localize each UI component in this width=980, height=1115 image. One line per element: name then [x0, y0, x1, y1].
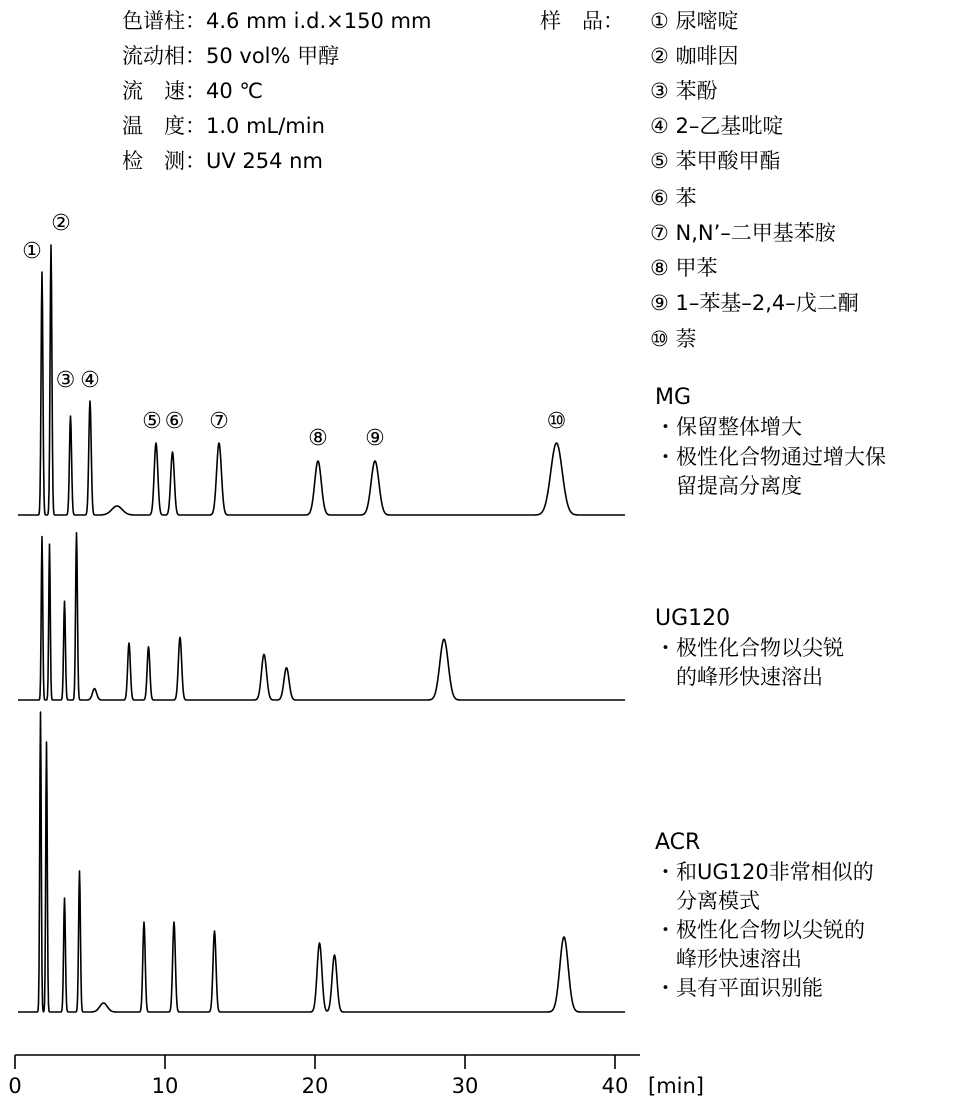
x-tick-label: 40: [601, 1074, 629, 1098]
panel-note: 峰形快速溶出: [655, 947, 802, 971]
sample-item: ⑦ N,N’–二甲基苯胺: [650, 221, 836, 245]
x-tick-label: 30: [451, 1074, 479, 1098]
panel-note: ・和UG120非常相似的: [655, 860, 874, 884]
sample-item: ③ 苯酚: [650, 79, 718, 103]
x-tick-label: 0: [8, 1074, 22, 1098]
panel-title-ug120: UG120: [655, 606, 731, 631]
samples-label: 样 品：: [540, 9, 624, 33]
peak-label: ②: [51, 211, 71, 236]
peak-label: ⑥: [164, 409, 185, 434]
panel-note: ・极性化合物以尖锐的: [655, 918, 865, 942]
sample-item: ⑧ 甲苯: [650, 256, 718, 280]
panel-title-acr: ACR: [655, 830, 701, 855]
peak-labels: [22, 211, 566, 451]
panel-title-mg: MG: [655, 385, 692, 410]
sample-item: ⑨ 1–苯基–2,4–戊二酮: [650, 291, 859, 315]
panel-note: ・保留整体增大: [655, 415, 802, 439]
panel-note: ・极性化合物以尖锐: [655, 636, 844, 660]
condition-flow-rate: 流 速：40 ℃: [122, 79, 263, 103]
sample-item: ① 尿嘧啶: [650, 9, 739, 33]
panel-note: 的峰形快速溶出: [655, 665, 823, 689]
sample-item: ⑥ 苯: [650, 186, 697, 210]
peak-label: ⑦: [209, 409, 229, 434]
condition-temperature: 温 度：1.0 mL/min: [122, 114, 325, 138]
x-tick-label: 20: [301, 1074, 329, 1098]
peak-label: ⑨: [365, 426, 385, 451]
condition-mobile-phase: 流动相：50 vol% 甲醇: [122, 44, 340, 68]
sample-item: ④ 2–乙基吡啶: [650, 114, 784, 138]
trace-mg: [18, 245, 625, 515]
panel-note: ・具有平面识别能: [655, 976, 823, 1000]
trace-acr: [18, 712, 625, 1012]
peak-label: ⑤: [142, 409, 162, 434]
sample-item: ② 咖啡因: [650, 44, 739, 68]
panel-note: ・极性化合物通过增大保: [655, 445, 886, 469]
condition-detection: 检 测：UV 254 nm: [122, 149, 323, 173]
trace-ug120: [18, 533, 625, 700]
x-axis-unit: [min]: [648, 1074, 704, 1098]
peak-label: ⑩: [546, 409, 567, 434]
panel-note: 分离模式: [655, 889, 760, 913]
peak-label: ④: [80, 368, 100, 393]
sample-item: ⑩ 萘: [650, 327, 697, 351]
condition-column: 色谱柱：4.6 mm i.d.×150 mm: [122, 9, 432, 33]
peak-label: ③: [55, 368, 76, 393]
peak-label: ①: [22, 239, 42, 264]
panel-note: 留提高分离度: [655, 474, 802, 498]
peak-label: ⑧: [308, 426, 328, 451]
x-tick-label: 10: [151, 1074, 179, 1098]
sample-item: ⑤ 苯甲酸甲酯: [650, 149, 781, 173]
x-ticks: [8, 1055, 628, 1098]
